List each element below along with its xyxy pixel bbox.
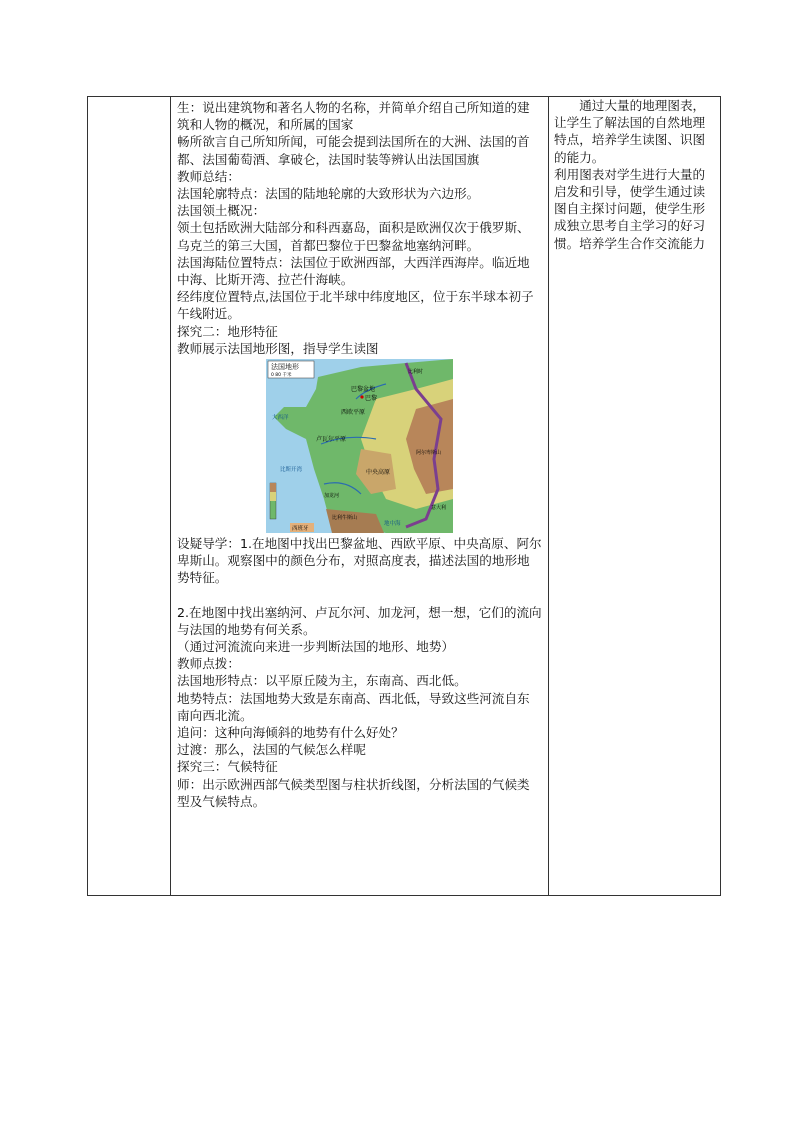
design-intent-cell [549,97,721,896]
elevation-legend-mid [270,492,276,501]
france-terrain-map [177,359,542,533]
teaching-line: （通过河流流向来进一步判断法国的地形、地势） [177,639,455,655]
teaching-line: 探究三：气候特征 [177,759,278,775]
label-paris-basin: 巴黎盆地 [351,386,376,394]
teaching-line: 法国轮廓特点：法国的陆地轮廓的大致形状为六边形。 [177,186,480,202]
teaching-line: 法国海陆位置特点：法国位于欧洲西部，大西洋西海岸。临近地中海、比斯开湾、拉芒什海峡。 [177,254,530,288]
label-west-europe-plain: 西欧平原 [341,409,366,417]
teaching-line: 教师点拨： [177,656,240,672]
teaching-line: 畅所欲言自己所知所闻，可能会提到法国所在的大洲、法国的首都、法国葡萄酒、拿破仑，法国时装等辨认出法国国旗 [177,134,530,167]
design-intent-bottom: 利用图表对学生进行大量的启发和引导，使学生通过读图自主探讨问题，使学生形成独立思考自主学习的好习惯。培养学生合作交流能力 [554,166,706,251]
teaching-line: 领土包括欧洲大陆部分和科西嘉岛，面积是欧洲仅次于俄罗斯、乌克兰的第三大国，首都巴黎位于巴黎盆地塞纳河畔。 [177,220,530,253]
teaching-line: 设疑导学：1.在地图中找出巴黎盆地、西欧平原、中央高原、阿尔卑斯山。观察图中的颜色分布，对照高度表，描述法国的地形地势特征。 [177,536,542,586]
france-map-svg [266,359,453,533]
paris-dot [360,395,363,398]
elevation-legend-high [270,483,276,492]
label-spain: 西班牙 [292,526,309,533]
label-pyrenees: 比利牛斯山 [332,515,358,522]
label-bay-of-biscay: 比斯开湾 [280,467,303,474]
label-paris: 巴黎 [365,395,378,403]
left-column-cell [88,97,171,896]
teaching-line: 追问：这种向海倾斜的地势有什么好处？ [177,725,404,741]
label-mediterranean: 地中海 [384,521,401,528]
label-belgium: 比利时 [408,369,424,376]
teaching-line: 教师展示法国地形图，指导学生读图 [177,340,379,356]
label-loire-plain: 卢瓦尔平原 [316,436,347,444]
label-garonne: 加龙河 [324,493,340,500]
label-italy: 意大利 [431,505,447,512]
design-intent-top: 通过大量的地理图表，让学生了解法国的自然地理特点，培养学生读图、识图的能力。 [554,98,706,165]
teaching-lines-group-3 [177,604,542,810]
teaching-line: 法国领土概况： [177,203,266,219]
design-intent-text [549,97,720,252]
map-scale: 0 80 千米 [271,373,292,379]
paragraph-gap [177,587,542,604]
teaching-process-text [171,97,548,810]
teaching-line: 经纬度位置特点,法国位于北半球中纬度地区，位于东半球本初子午线附近。 [177,289,534,322]
teaching-process-cell [171,97,549,896]
teaching-line: 法国地形特点：以平原丘陵为主，东南高、西北低。 [177,673,467,689]
teaching-line: 探究二：地形特征 [177,323,278,339]
teaching-line: 过渡：那么，法国的气候怎么样呢 [177,742,366,758]
teaching-line: 地势特点：法国地势大致是东南高、西北低，导致这些河流自东南向西北流。 [177,690,530,723]
teaching-line: 2.在地图中找出塞纳河、卢瓦尔河、加龙河，想一想，它们的流向与法国的地势有何关系。 [177,604,542,637]
teaching-line: 师：出示欧洲西部气候类型图与柱状折线图，分析法国的气候类型及气候特点。 [177,776,530,809]
teaching-line: 生：说出建筑物和著名人物的名称，并简单介绍自己所知道的建筑和人物的概况，和所属的国家 [177,100,530,133]
map-title: 法国地形 [271,363,299,372]
label-atlantic: 大西洋 [272,415,289,422]
label-central-plateau: 中央高原 [366,469,391,477]
lesson-table [87,96,721,896]
teaching-line: 教师总结： [177,168,240,184]
teaching-lines-group [177,99,542,357]
label-alps: 阿尔卑斯山 [416,450,442,457]
teaching-lines-group-2 [177,535,542,587]
